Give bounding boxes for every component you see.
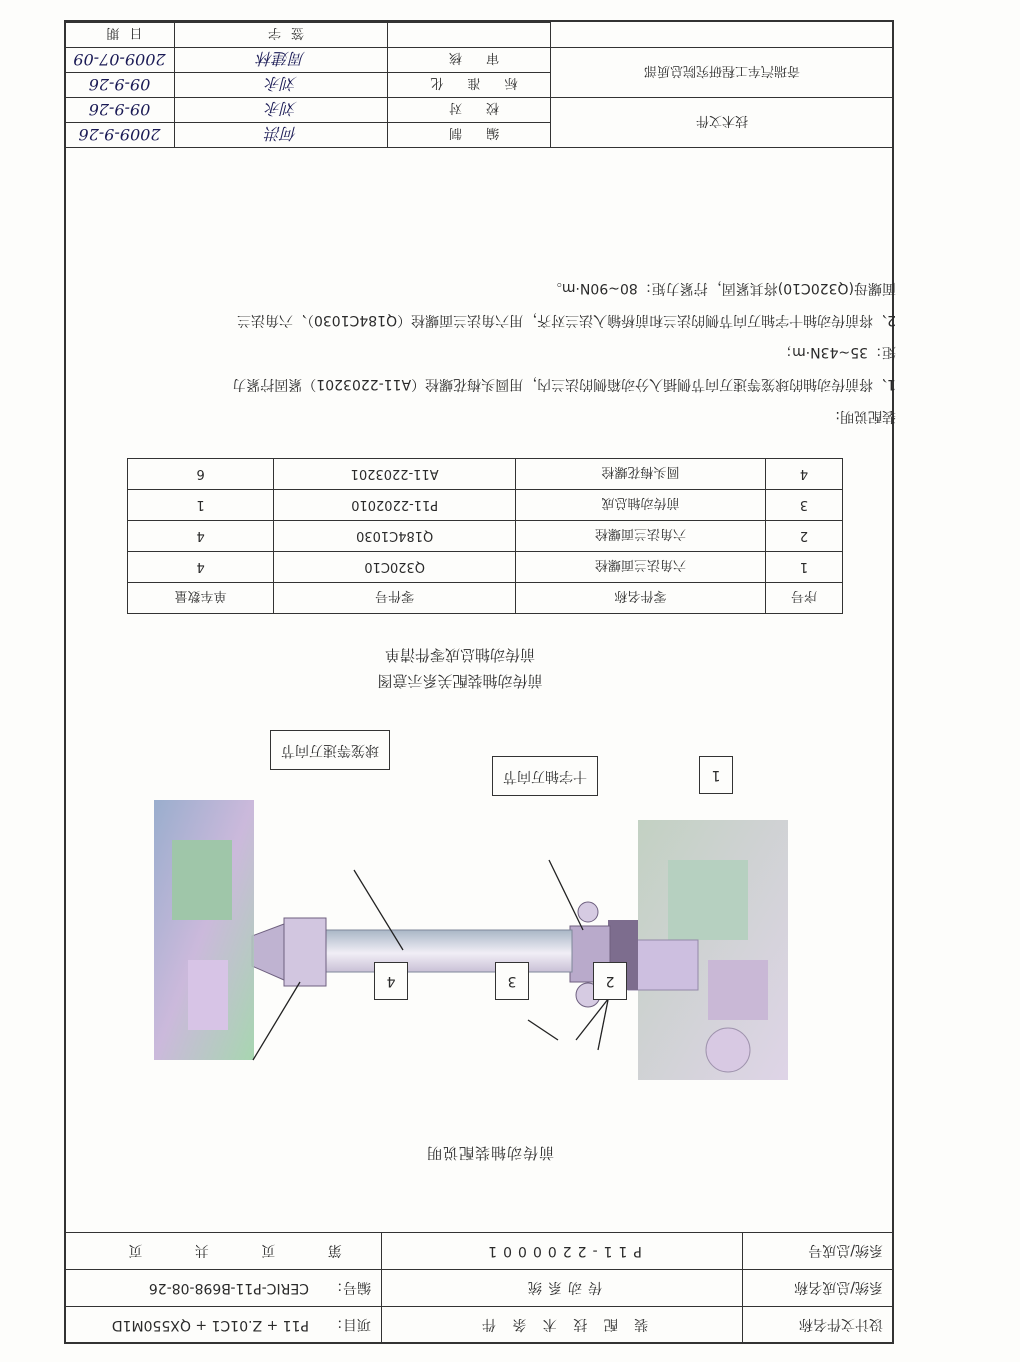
table-row xyxy=(128,490,843,521)
callout-3: 3 xyxy=(495,962,529,1000)
cell-part-number: Q184C1030 xyxy=(274,521,516,552)
sign-header: 签字 xyxy=(175,23,388,48)
role-compiler: 编 制 xyxy=(388,123,551,148)
parts-table xyxy=(127,458,843,614)
cell-index: 2 xyxy=(765,521,842,552)
cell-part-number: P11-2202010 xyxy=(274,490,516,521)
cell-index: 1 xyxy=(765,552,842,583)
cell-quantity: 1 xyxy=(128,490,274,521)
signature-compiler: 何洪 xyxy=(175,123,388,148)
number-label: 编号： xyxy=(309,1270,382,1307)
assembly-captions xyxy=(260,642,660,694)
callout-1: 1 xyxy=(699,756,733,794)
date-compiler: 2009-9-26 xyxy=(65,123,175,148)
cell-index: 3 xyxy=(765,490,842,521)
header-quantity: 单车数量 xyxy=(128,583,274,614)
ball-cage-joint-graphic xyxy=(252,918,326,986)
cell-part-number: A11-2203201 xyxy=(274,459,516,490)
role-checker: 校 对 xyxy=(388,98,551,123)
date-reviewer: 2009-07-09 xyxy=(65,48,175,73)
approval-table xyxy=(64,22,894,148)
date-standardization: 09-9-26 xyxy=(65,73,175,98)
cell-quantity: 4 xyxy=(128,552,274,583)
notes-title: 装配说明: xyxy=(835,408,896,424)
approval-row xyxy=(65,123,894,148)
signature-standardization: 刘永 xyxy=(175,73,388,98)
header-part-number: 零件号 xyxy=(274,583,516,614)
header-part-name: 零件名称 xyxy=(516,583,766,614)
callout-cross-joint: 十字轴万向节 xyxy=(492,756,598,796)
blank-role-cell xyxy=(388,23,551,48)
system-name-value: 传动系统 xyxy=(382,1270,743,1307)
table-row xyxy=(128,521,843,552)
page-count: 第 页 共 页 xyxy=(65,1233,382,1270)
system-number-label: 系统/总成号 xyxy=(743,1233,894,1270)
doc-type: 技术文件 xyxy=(551,98,894,148)
assembly-notes xyxy=(66,270,896,430)
info-row-3 xyxy=(65,1233,894,1270)
header-index: 序号 xyxy=(765,583,842,614)
cell-part-name: 六角法兰面螺栓 xyxy=(516,552,766,583)
callout-4: 4 xyxy=(374,962,408,1000)
document-info-table xyxy=(64,1232,894,1344)
doc-name-value: 装 配 技 术 条 件 xyxy=(382,1307,743,1344)
cell-quantity: 6 xyxy=(128,459,274,490)
cell-part-name: 六角法兰面螺栓 xyxy=(516,521,766,552)
number-value: CERIC-P11-B698-08-26 xyxy=(65,1270,310,1307)
project-value: P11 + Z.01C1 + QX550M1D xyxy=(65,1307,310,1344)
cell-quantity: 4 xyxy=(128,521,274,552)
transfer-case-graphic xyxy=(154,800,254,1060)
info-row-1 xyxy=(65,1307,894,1344)
role-reviewer: 审 核 xyxy=(388,48,551,73)
cell-part-name: 前传动轴总成 xyxy=(516,490,766,521)
note-1-line-1: 1、将前传动轴的球笼等速万向节侧插入分动箱侧的法兰内，用圆头梅花螺栓（A11-2203201）紧固拧紧力 xyxy=(232,376,896,392)
cell-index: 4 xyxy=(765,459,842,490)
date-checker: 09-9-26 xyxy=(65,98,175,123)
role-standardization: 标 准 化 xyxy=(388,73,551,98)
cell-part-name: 圆头梅花螺栓 xyxy=(516,459,766,490)
parts-list-caption: 前传动轴总成零件清单 xyxy=(385,646,536,664)
relation-caption: 前传动轴装配关系示意图 xyxy=(377,672,543,690)
front-axle-graphic xyxy=(628,820,788,1080)
parts-header-row xyxy=(128,583,843,614)
company-name: 奇瑞汽车工程研究院总质部 xyxy=(551,48,894,98)
cell-part-number: Q320C10 xyxy=(274,552,516,583)
note-1-line-2: 矩：35~43N·m； xyxy=(778,344,896,360)
callout-ball-cage-joint: 球笼等速万向节 xyxy=(270,730,390,770)
info-row-2 xyxy=(65,1270,894,1307)
note-2-line-1: 2、将前传动轴十字轴万向节侧的法兰和前桥输入法兰对齐，用六角法兰面螺栓（Q184C1030）、六角法兰 xyxy=(236,312,896,328)
blank-cell xyxy=(551,23,894,48)
signature-reviewer: 周建林 xyxy=(175,48,388,73)
figure-caption: 前传动轴装配说明 xyxy=(426,1144,555,1162)
system-name-label: 系统/总成名称 xyxy=(743,1270,894,1307)
doc-name-label: 设计文件名称 xyxy=(743,1307,894,1344)
shaft-graphic xyxy=(322,930,572,972)
date-header: 日期 xyxy=(65,23,175,48)
signature-checker: 刘永 xyxy=(175,98,388,123)
note-2-line-2: 面螺母(Q320C10)将其紧固，拧紧力矩：80~90N·m。 xyxy=(547,280,896,296)
table-row xyxy=(128,552,843,583)
approval-header-row xyxy=(65,23,894,48)
table-row xyxy=(128,459,843,490)
project-label: 项目： xyxy=(309,1307,382,1344)
approval-row xyxy=(65,73,894,98)
drive-shaft-illustration xyxy=(154,756,788,1140)
system-number-value: P11-2200001 xyxy=(382,1233,743,1270)
callout-2: 2 xyxy=(593,962,627,1000)
